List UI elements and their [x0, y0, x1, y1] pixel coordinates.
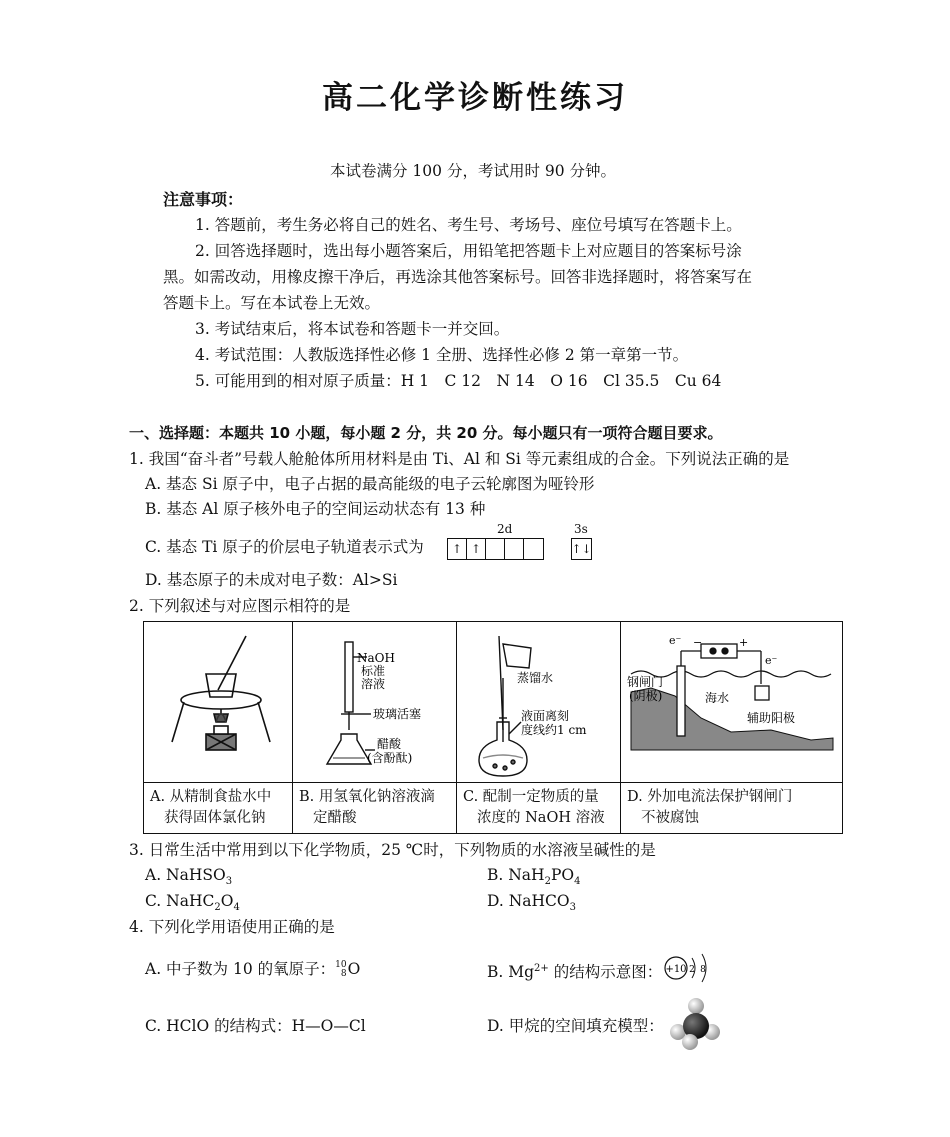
orbital-boxes-3s	[571, 538, 592, 560]
label-phenolphthalein: (含酚酞)	[367, 751, 413, 765]
note-2-cont-1: 黑。如需改动，用橡皮擦干净后，再选涂其他答案标号。回答非选择题时，将答案写在	[163, 268, 753, 286]
caption-d-line-2: 不被腐蚀	[641, 810, 699, 826]
caption-b-line-2: 定醋酸	[313, 810, 357, 826]
evaporation-apparatus-figure	[144, 622, 292, 778]
q4-option-c: C. HClO 的结构式：H—O—Cl	[145, 1017, 366, 1035]
label-glass-stopcock: 玻璃活塞	[373, 707, 422, 721]
label-acetic-acid: 醋酸	[377, 737, 402, 751]
q1-option-a: A. 基态 Si 原子中，电子占据的最高能级的电子云轮廓图为哑铃形	[145, 475, 595, 493]
label-steel-gate: 钢闸门	[627, 675, 664, 689]
note-1: 1. 答题前，考生务必将自己的姓名、考生号、考场号、座位号填写在答题卡上。	[195, 216, 742, 234]
q3-option-d: D. NaHCO$_3$	[487, 892, 576, 914]
q2-stem: 2. 下列叙述与对应图示相符的是	[129, 597, 351, 615]
caption-a	[144, 783, 293, 834]
figure-d-cell	[621, 622, 843, 783]
label-solution: 溶液	[361, 677, 386, 691]
orbital-box	[486, 539, 505, 559]
orbital-box	[524, 539, 543, 559]
note-3: 3. 考试结束后，将本试卷和答题卡一并交回。	[195, 320, 510, 338]
q1-stem: 1. 我国“奋斗者”号载人舱舱体所用材料是由 Ti、Al 和 Si 等元素组成的合金。下列说法正确的是	[129, 450, 790, 468]
caption-c-line-1: C. 配制一定物质的量	[463, 789, 599, 805]
label-naoh: NaOH	[357, 651, 395, 665]
q3-option-c: C. $NaHC_2O_4$	[145, 892, 240, 914]
label-electron-left: e⁻	[669, 634, 682, 647]
label-cathode: (阴极)	[629, 689, 663, 703]
q4-option-a: A. 中子数为 10 的氧原子： 10 8 O	[145, 960, 361, 979]
q4-stem: 4. 下列化学用语使用正确的是	[129, 918, 335, 936]
methane-space-filling-model	[668, 996, 724, 1052]
orbital-box: ↑	[448, 539, 467, 559]
shell-2-electrons: 8	[700, 965, 706, 975]
nucleus-charge: +10	[665, 964, 687, 975]
caption-c	[457, 783, 621, 834]
q1-option-b: B. 基态 Al 原子核外电子的空间运动状态有 13 种	[145, 500, 486, 518]
note-5: 5. 可能用到的相对原子质量：H 1 C 12 N 14 O 16 Cl 35.5 Cu 64	[195, 372, 722, 390]
orbital-box	[505, 539, 524, 559]
caption-b	[293, 783, 457, 834]
label-seawater: 海水	[705, 691, 730, 705]
orbital-boxes-2d	[447, 538, 544, 560]
label-auxiliary-anode: 辅助阳极	[747, 711, 796, 725]
caption-a-line-2: 获得固体氯化钠	[164, 810, 266, 826]
q3-option-b: B. $NaH_2PO_4$	[487, 866, 581, 888]
label-electron-right: e⁻	[765, 654, 778, 667]
titration-apparatus-figure	[293, 622, 456, 778]
note-4: 4. 考试范围：人教版选择性必修 1 全册、选择性必修 2 第一章第一节。	[195, 346, 689, 364]
exam-intro: 本试卷满分 100 分，考试用时 90 分钟。	[330, 162, 617, 180]
figure-c-cell	[457, 622, 621, 783]
mg-ion-structure-diagram	[662, 950, 716, 986]
label-negative: −	[693, 636, 703, 649]
orbital-box: ↑	[467, 539, 486, 559]
cathodic-protection-figure	[621, 622, 842, 778]
volumetric-flask-figure	[457, 622, 620, 778]
orbital-label-3s: 3s	[574, 522, 588, 536]
caption-c-line-2: 浓度的 NaOH 溶液	[477, 810, 605, 826]
q1-option-d: D. 基态原子的未成对电子数：Al>Si	[145, 571, 398, 589]
label-positive: +	[739, 636, 749, 649]
q4-option-d: D. 甲烷的空间填充模型：	[487, 1017, 664, 1035]
label-standard: 标准	[361, 664, 386, 678]
q2-figure-table	[143, 621, 843, 834]
note-2: 2. 回答选择题时，选出每小题答案后，用铅笔把答题卡上对应题目的答案标号涂	[195, 242, 742, 260]
caption-a-line-1: A. 从精制食盐水中	[150, 789, 272, 805]
q3-option-a: A. NaHSO$_3$	[145, 866, 233, 888]
note-2-cont-2: 答题卡上。写在本试卷上无效。	[163, 294, 381, 312]
page-title: 高二化学诊断性练习	[322, 80, 628, 116]
shell-1-electrons: 2	[689, 965, 695, 975]
figure-b-cell	[293, 622, 457, 783]
label-liquid-level: 液面离刻	[521, 709, 570, 723]
orbital-label-2d: 2d	[497, 522, 513, 536]
q4-option-b: B. $Mg^{2+}$ 的结构示意图：	[487, 963, 663, 982]
label-distilled-water: 蒸馏水	[517, 671, 554, 685]
orbital-box: ↑↓	[571, 542, 592, 556]
caption-d-line-1: D. 外加电流法保护钢闸门	[627, 789, 793, 805]
q3-stem: 3. 日常生活中常用到以下化学物质，25 ℃时，下列物质的水溶液呈碱性的是	[129, 841, 656, 859]
section-heading: 一、选择题：本题共 10 小题，每小题 2 分，共 20 分。每小题只有一项符合题目要求。	[129, 424, 723, 442]
notes-heading: 注意事项：	[163, 190, 244, 209]
caption-d	[621, 783, 843, 834]
caption-b-line-1: B. 用氢氧化钠溶液滴	[299, 789, 435, 805]
label-from-mark: 度线约1 cm	[521, 723, 587, 737]
q1-option-c: C. 基态 Ti 原子的价层电子轨道表示式为	[145, 538, 424, 556]
figure-a-cell	[144, 622, 293, 783]
